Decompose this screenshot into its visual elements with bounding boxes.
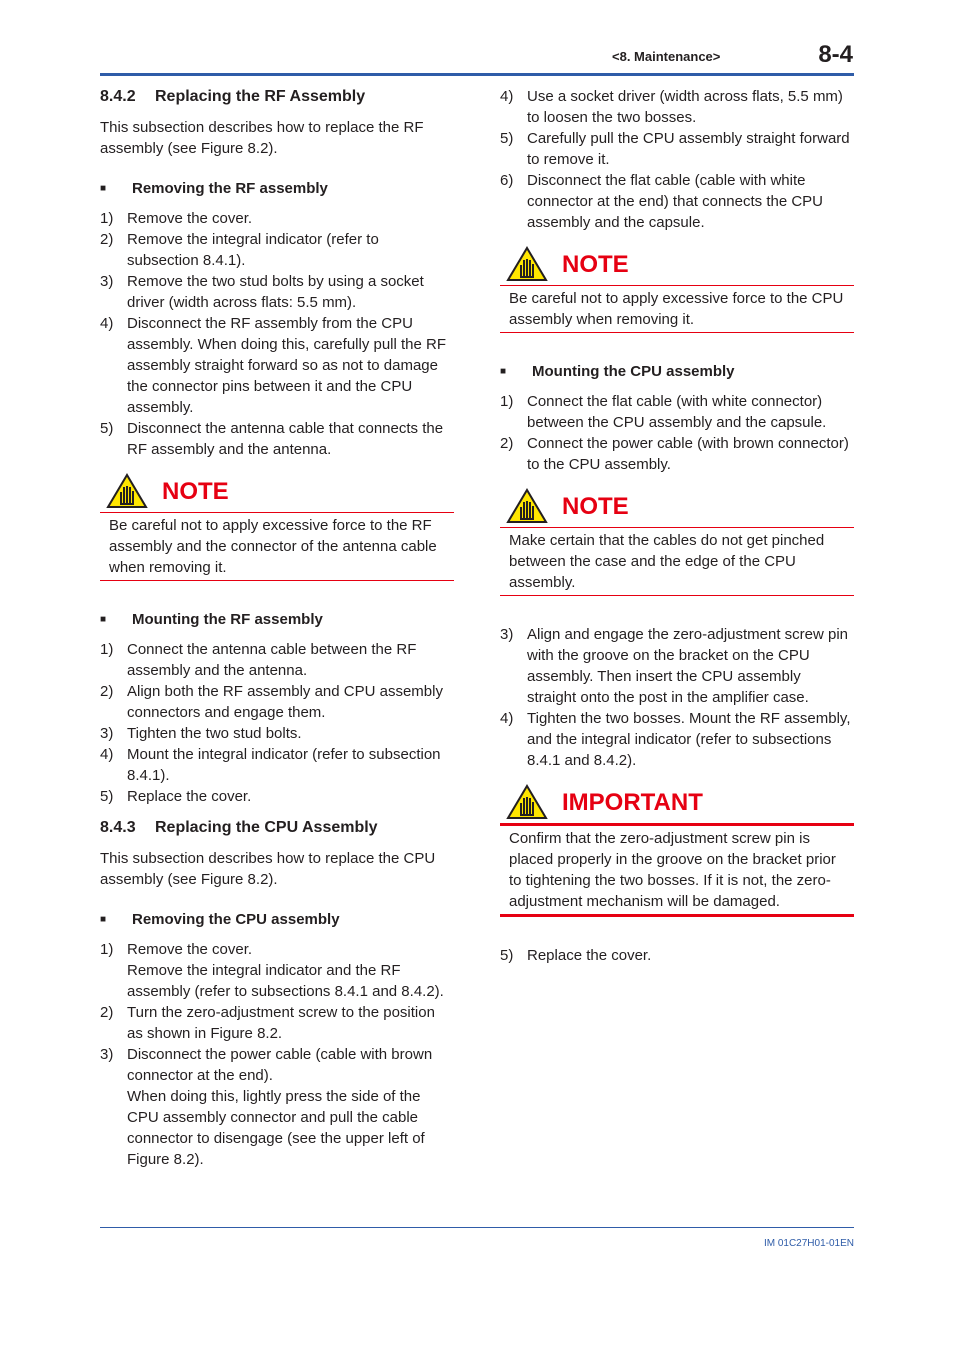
step-text: Mount the integral indicator (refer to subsection 8.4.1). [127, 746, 441, 784]
step-number: 5) [500, 947, 514, 964]
list-item [500, 945, 854, 966]
footer-rule [100, 1227, 854, 1228]
note-box [500, 243, 854, 333]
step-number: 4) [100, 315, 114, 332]
step-text [127, 1044, 454, 1170]
list-item [500, 624, 854, 708]
square-bullet-icon: ■ [500, 366, 507, 377]
step-number: 4) [500, 88, 514, 105]
steps-mounting-cpu [500, 391, 854, 475]
hand-warning-icon [506, 488, 548, 524]
subheading-removing-cpu [100, 909, 454, 930]
step-number: 5) [100, 788, 114, 805]
list-item [500, 433, 854, 475]
step-number: 5) [100, 420, 114, 437]
note-text: Be careful not to apply excessive force to the RF assembly and the connector of the antenna cable when removing it. [100, 512, 454, 581]
step-number: 4) [100, 746, 114, 763]
section-heading-cpu [100, 817, 454, 839]
section-intro: This subsection describes how to replace the CPU assembly (see Figure 8.2). [100, 850, 436, 888]
square-bullet-icon: ■ [100, 914, 107, 925]
square-bullet-icon: ■ [100, 183, 107, 194]
list-item [100, 1044, 454, 1170]
list-item [100, 208, 454, 229]
step-text: Align and engage the zero-adjustment screw pin with the groove on the bracket on the CPU assembly. Then insert the CPU assembly straight onto the post in the amplifier case. [527, 626, 849, 706]
step-text: Carefully pull the CPU assembly straight forward to remove it. [527, 130, 850, 168]
list-item [100, 313, 454, 418]
step-number: 3) [100, 273, 114, 290]
section-title: Replacing the RF Assembly [155, 88, 366, 105]
step-text: Disconnect the antenna cable that connects the RF assembly and the antenna. [127, 420, 444, 458]
step-text: Replace the cover. [527, 947, 652, 964]
step-text: Disconnect the RF assembly from the CPU assembly. When doing this, carefully pull the RF assembly straight forward so as not to damage the connector pins between it and the CPU assembly. [127, 315, 447, 416]
square-bullet-icon: ■ [100, 614, 107, 625]
steps-mounting-rf [100, 639, 454, 807]
list-item [100, 939, 454, 1002]
list-item [500, 170, 854, 233]
list-item [100, 271, 454, 313]
steps-final [500, 945, 854, 966]
subheading-label: Removing the CPU assembly [132, 911, 340, 928]
list-item [100, 418, 454, 460]
list-item [500, 708, 854, 771]
header-rule [100, 73, 854, 76]
step-text: Connect the flat cable (with white connector) between the CPU assembly and the capsule. [527, 393, 827, 431]
step-text: Connect the antenna cable between the RF assembly and the antenna. [127, 641, 417, 679]
step-text-line: Remove the integral indicator and the RF assembly (refer to subsections 8.4.1 and 8.4.2). [127, 962, 444, 1000]
important-title: IMPORTANT [562, 788, 703, 816]
list-item [100, 1002, 454, 1044]
step-text: Tighten the two stud bolts. [127, 725, 302, 742]
note-title: NOTE [562, 492, 629, 520]
note-text: Be careful not to apply excessive force to the CPU assembly when removing it. [500, 285, 854, 333]
section-number: 8.4.2 [100, 88, 136, 105]
note-title: NOTE [562, 250, 629, 278]
step-number: 1) [500, 393, 514, 410]
list-item [100, 723, 454, 744]
note-title: NOTE [162, 477, 229, 505]
step-text: Align both the RF assembly and CPU assembly connectors and engage them. [127, 683, 443, 721]
list-item [500, 391, 854, 433]
step-number: 2) [500, 435, 514, 452]
step-text: Remove the integral indicator (refer to subsection 8.4.1). [127, 231, 379, 269]
hand-warning-icon [106, 473, 148, 509]
list-item [500, 86, 854, 128]
steps-removing-cpu-continued [500, 86, 854, 233]
subheading-label: Mounting the RF assembly [132, 611, 323, 628]
step-text: Turn the zero-adjustment screw to the position as shown in Figure 8.2. [127, 1004, 435, 1042]
subheading-removing-rf [100, 178, 454, 199]
list-item [100, 639, 454, 681]
step-text: Connect the power cable (with brown connector) to the CPU assembly. [527, 435, 849, 473]
step-number: 1) [100, 210, 114, 227]
step-text: Remove the cover. [127, 210, 253, 227]
hand-important-icon [506, 784, 548, 820]
step-number: 3) [500, 626, 514, 643]
step-text: Replace the cover. [127, 788, 252, 805]
step-text-line: Disconnect the power cable (cable with brown connector at the end). [127, 1046, 433, 1084]
step-number: 3) [100, 1046, 114, 1063]
list-item [100, 229, 454, 271]
steps-mounting-cpu-continued [500, 624, 854, 771]
step-text [127, 939, 454, 1002]
list-item [100, 681, 454, 723]
important-box [500, 781, 854, 917]
section-number: 8.4.3 [100, 819, 136, 836]
note-text: Make certain that the cables do not get pinched between the case and the edge of the CPU assembly. [500, 527, 854, 596]
list-item [100, 744, 454, 786]
page-number: 8-4 [818, 41, 853, 68]
step-number: 6) [500, 172, 514, 189]
section-intro: This subsection describes how to replace the RF assembly (see Figure 8.2). [100, 119, 424, 157]
step-number: 2) [100, 683, 114, 700]
step-text: Remove the two stud bolts by using a socket driver (width across flats: 5.5 mm). [127, 273, 424, 311]
hand-warning-icon [506, 246, 548, 282]
subheading-label: Removing the RF assembly [132, 180, 328, 197]
important-text: Confirm that the zero-adjustment screw pin is placed properly in the groove on the bracket prior to tightening the two bosses. If it is not, the zero-adjustment mechanism will be damaged. [500, 823, 854, 917]
step-number: 1) [100, 641, 114, 658]
subheading-mounting-rf [100, 609, 454, 630]
right-column [500, 86, 854, 976]
step-text: Disconnect the flat cable (cable with white connector at the end) that connects the CPU assembly and the capsule. [527, 172, 824, 231]
step-text: Use a socket driver (width across flats, 5.5 mm) to loosen the two bosses. [527, 88, 843, 126]
step-number: 4) [500, 710, 514, 727]
step-text-line: Remove the cover. [127, 941, 253, 958]
section-heading-rf [100, 86, 454, 108]
step-number: 2) [100, 1004, 114, 1021]
steps-removing-cpu [100, 939, 454, 1170]
left-column [100, 86, 454, 1180]
steps-removing-rf [100, 208, 454, 460]
step-number: 1) [100, 941, 114, 958]
step-number: 2) [100, 231, 114, 248]
header-section: <8. Maintenance> [612, 49, 721, 64]
subheading-mounting-cpu [500, 361, 854, 382]
step-number: 3) [100, 725, 114, 742]
list-item [500, 128, 854, 170]
list-item [100, 786, 454, 807]
note-box [100, 470, 454, 581]
subheading-label: Mounting the CPU assembly [532, 363, 735, 380]
step-text: Tighten the two bosses. Mount the RF assembly, and the integral indicator (refer to subsections 8.4.1 and 8.4.2). [527, 710, 851, 769]
step-number: 5) [500, 130, 514, 147]
note-box [500, 485, 854, 596]
document-id: IM 01C27H01-01EN [763, 1238, 854, 1249]
section-title: Replacing the CPU Assembly [155, 819, 378, 836]
step-text-line: When doing this, lightly press the side of the CPU assembly connector and pull the cable connector to disengage (see the upper left of Figure 8.2). [127, 1088, 425, 1168]
